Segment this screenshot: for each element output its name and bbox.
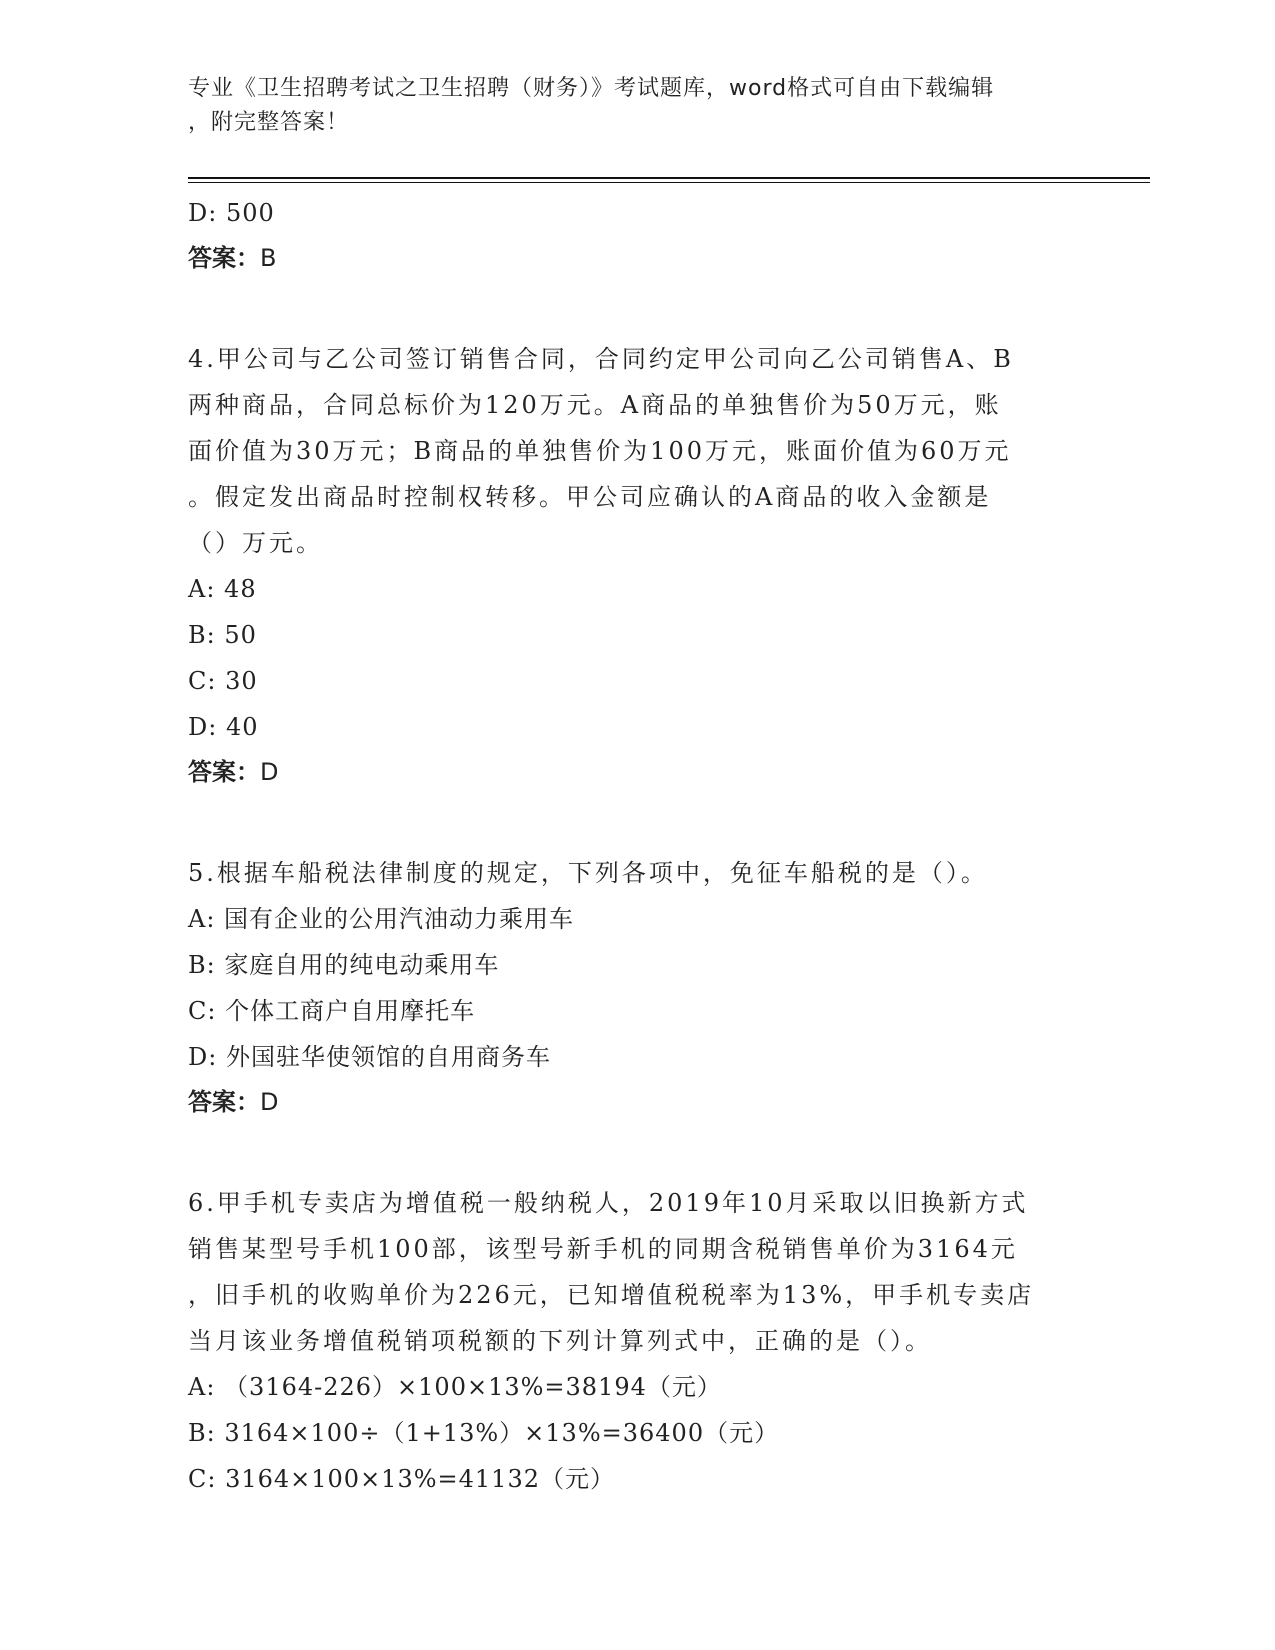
option-a: A: 国有企业的公用汽油动力乘用车 (188, 905, 575, 933)
question-text-line: 面价值为30万元；B商品的单独售价为100万元，账面价值为60万元 (188, 437, 1012, 465)
question-text-line: 6.甲手机专卖店为增值税一般纳税人，2019年10月采取以旧换新方式 (188, 1189, 1029, 1217)
answer-label: 答案： (188, 1088, 260, 1116)
question-text-line: 4.甲公司与乙公司签订销售合同，合同约定甲公司向乙公司销售A、B (188, 345, 1014, 373)
question-text-line: ，旧手机的收购单价为226元，已知增值税税率为13%，甲手机专卖店 (188, 1281, 1035, 1309)
question-text-line: 销售某型号手机100部，该型号新手机的同期含税销售单价为3164元 (188, 1235, 1018, 1263)
option-d: D: 500 (188, 199, 275, 227)
option-a: A: （3164-226）×100×13%=38194（元） (188, 1373, 722, 1401)
option-c: C: 30 (188, 667, 258, 695)
question-5 (188, 850, 1088, 896)
option-b: B: 50 (188, 621, 257, 649)
page-header (188, 72, 1068, 140)
header-line: 专业《卫生招聘考试之卫生招聘（财务）》考试题库，word格式可自由下载编辑 (188, 76, 995, 101)
answer-line (188, 750, 1088, 794)
option-b: B: 家庭自用的纯电动乘用车 (188, 951, 500, 979)
page-content (188, 190, 1088, 1502)
answer-label: 答案： (188, 244, 260, 272)
question-text-line: 两种商品，合同总标价为120万元。A商品的单独售价为50万元，账 (188, 391, 1002, 419)
answer-value: D (260, 758, 279, 786)
question-text-line: （）万元。 (188, 529, 323, 557)
answer-label: 答案： (188, 758, 260, 786)
question-text-line: 5.根据车船税法律制度的规定，下列各项中，免征车船税的是（）。 (188, 859, 988, 887)
question-4 (188, 336, 1088, 566)
option-d: D: 40 (188, 713, 259, 741)
answer-value: B (260, 244, 277, 272)
question-text-line: 当月该业务增值税销项税额的下列计算列式中，正确的是（）。 (188, 1327, 932, 1355)
option-a: A: 48 (188, 575, 257, 603)
answer-line (188, 1080, 1088, 1124)
option-b: B: 3164×100÷（1+13%）×13%=36400（元） (188, 1419, 780, 1447)
answer-line (188, 236, 1088, 280)
header-line: ，附完整答案！ (188, 110, 350, 135)
header-divider-thin (188, 182, 1150, 183)
option-d: D: 外国驻华使领馆的自用商务车 (188, 1043, 551, 1071)
option-c: C: 个体工商户自用摩托车 (188, 997, 476, 1025)
header-divider (188, 177, 1150, 179)
question-text-line: 。假定发出商品时控制权转移。甲公司应确认的A商品的收入金额是 (188, 483, 992, 511)
answer-value: D (260, 1088, 279, 1116)
option-c: C: 3164×100×13%=41132（元） (188, 1465, 615, 1493)
question-6 (188, 1180, 1088, 1364)
